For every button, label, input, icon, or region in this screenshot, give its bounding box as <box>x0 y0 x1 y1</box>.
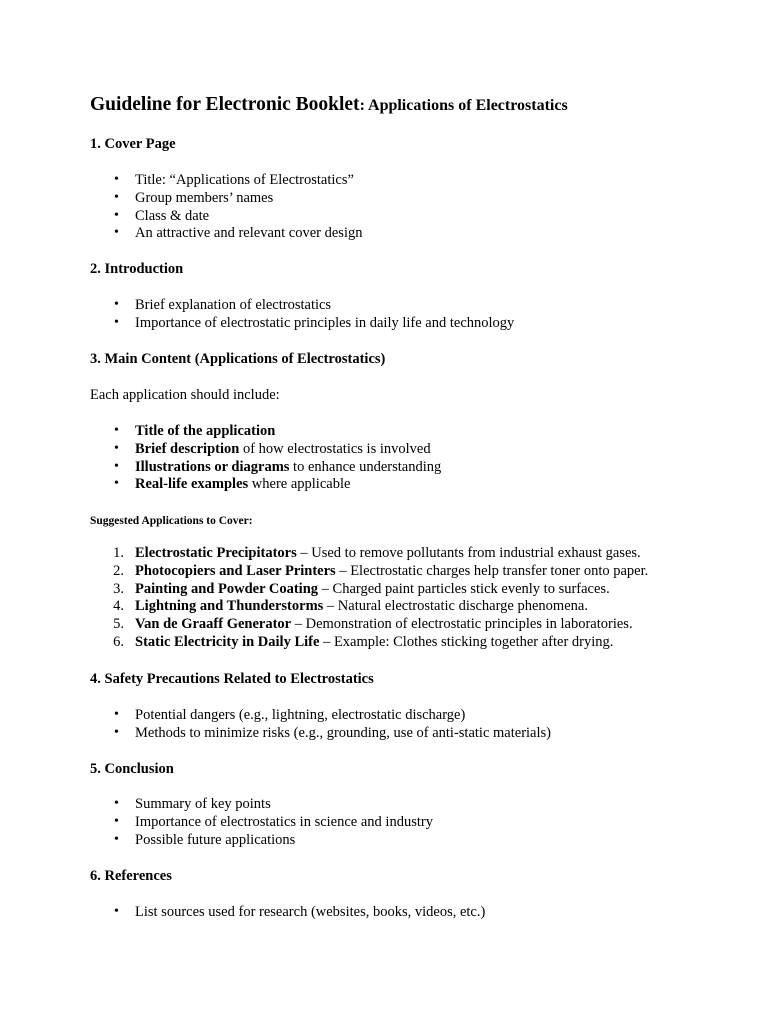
bullet-icon: • <box>114 476 119 492</box>
list-item: • Title: “Applications of Electrostatics” <box>114 172 354 188</box>
list-item: 2. Photocopiers and Laser Printers – Electrostatic charges help transfer toner onto paper. <box>113 562 649 579</box>
list-item: • Methods to minimize risks (e.g., grounding, use of anti-static materials) <box>114 724 551 741</box>
list-item: 3. Painting and Powder Coating – Charged paint particles stick evenly to surfaces. <box>113 580 610 597</box>
list-item: • Brief description of how electrostatics is involved <box>114 440 431 457</box>
bullet-icon: • <box>114 207 119 223</box>
list-item: • Real-life examples where applicable <box>114 476 351 493</box>
list-item: • An attractive and relevant cover design <box>114 225 363 242</box>
section-heading-cover: 1. Cover Page <box>90 136 176 152</box>
references-list <box>90 903 485 921</box>
document-title-main: Guideline for Electronic Booklet <box>90 94 360 115</box>
list-item: • Possible future applications <box>114 831 296 848</box>
bullet-icon: • <box>114 440 119 456</box>
bullet-icon: • <box>114 796 119 811</box>
list-item: 1. Electrostatic Precipitators – Used to remove pollutants from industrial exhaust gases. <box>113 545 641 561</box>
list-item: • Group members’ names <box>114 189 274 206</box>
section-heading-conclusion: 5. Conclusion <box>90 761 174 777</box>
bullet-icon: • <box>114 904 119 919</box>
document-title <box>90 93 568 118</box>
bullet-icon: • <box>114 813 119 829</box>
section-heading-safety: 4. Safety Precautions Related to Electrostatics <box>90 671 374 687</box>
list-item: • Importance of electrostatic principles in daily life and technology <box>114 314 515 331</box>
section-heading-main-content: 3. Main Content (Applications of Electrostatics) <box>90 351 386 367</box>
safety-list <box>90 706 551 742</box>
list-item: • Brief explanation of electrostatics <box>114 297 332 313</box>
bullet-icon: • <box>114 297 119 312</box>
bullet-icon: • <box>114 225 119 241</box>
cover-list <box>90 171 362 242</box>
section-heading-references: 6. References <box>90 868 172 884</box>
list-item: • Potential dangers (e.g., lightning, electrostatic discharge) <box>114 707 466 723</box>
list-item: • Illustrations or diagrams to enhance understanding <box>114 458 442 475</box>
conclusion-list <box>90 795 433 848</box>
list-item: • Class & date <box>114 207 210 224</box>
list-item: 4. Lightning and Thunderstorms – Natural electrostatic discharge phenomena. <box>113 598 588 615</box>
introduction-list <box>90 296 514 332</box>
document-title-sub: : Applications of Electrostatics <box>359 97 568 114</box>
bullet-icon: • <box>114 423 119 438</box>
bullet-icon: • <box>114 458 119 474</box>
list-item: • List sources used for research (websites, books, videos, etc.) <box>114 904 486 920</box>
bullet-icon: • <box>114 831 119 847</box>
main-content-lead: Each application should include: <box>90 387 280 403</box>
list-item: • Importance of electrostatics in science and industry <box>114 813 433 830</box>
suggested-applications-heading: Suggested Applications to Cover: <box>90 515 253 527</box>
list-item: • Title of the application <box>114 423 276 439</box>
section-heading-introduction: 2. Introduction <box>90 261 184 277</box>
applications-list <box>90 544 648 651</box>
list-item: 5. Van de Graaff Generator – Demonstration of electrostatic principles in laboratories. <box>113 616 633 633</box>
main-content-list <box>90 422 441 493</box>
bullet-icon: • <box>114 172 119 187</box>
list-item: 6. Static Electricity in Daily Life – Example: Clothes sticking together after drying. <box>113 633 614 650</box>
bullet-icon: • <box>114 189 119 205</box>
list-item: • Summary of key points <box>114 796 271 812</box>
bullet-icon: • <box>114 724 119 740</box>
bullet-icon: • <box>114 314 119 330</box>
bullet-icon: • <box>114 707 119 722</box>
